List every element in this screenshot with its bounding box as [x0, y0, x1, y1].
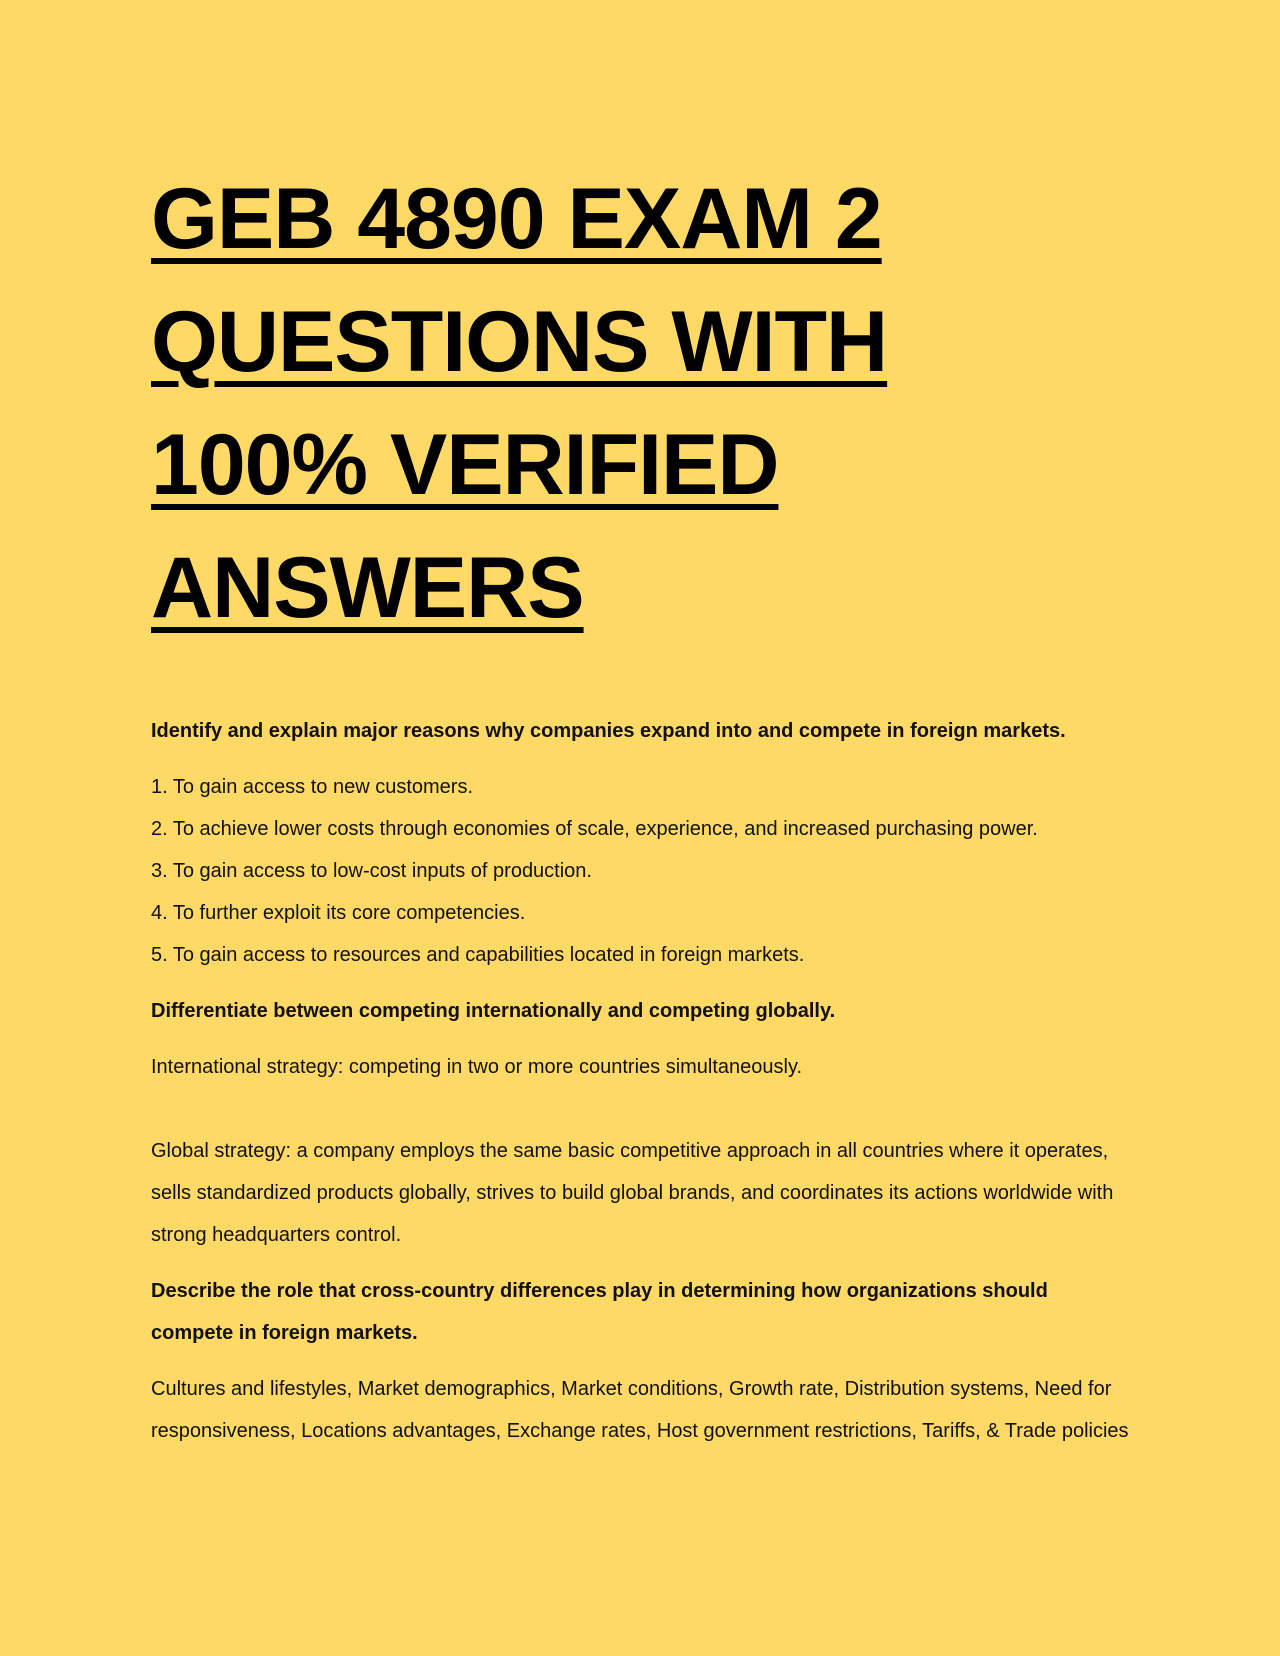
- document-content: [151, 158, 1131, 1466]
- list-item: 1. To gain access to new customers.: [151, 776, 474, 798]
- document-title: [151, 158, 1131, 650]
- list-item: 5. To gain access to resources and capabilities located in foreign markets.: [151, 944, 805, 966]
- title-line: 100% VERIFIED: [151, 417, 779, 513]
- title-line: GEB 4890 EXAM 2: [151, 171, 882, 267]
- list-item: 3. To gain access to low-cost inputs of production.: [151, 860, 592, 882]
- answer-1-list: [151, 766, 1131, 976]
- answer-2-global: Global strategy: a company employs the same basic competitive approach in all countries where it operates, sells standardized products globally, strives to build global brands, and coordinates its actions worldwide with strong headquarters control.: [151, 1140, 1114, 1246]
- question-2: Differentiate between competing internationally and competing globally.: [151, 1000, 836, 1022]
- list-item: 2. To achieve lower costs through economies of scale, experience, and increased purchasing power.: [151, 818, 1038, 840]
- question-1: Identify and explain major reasons why companies expand into and compete in foreign markets.: [151, 720, 1066, 742]
- title-line: ANSWERS: [151, 540, 584, 636]
- list-item: 4. To further exploit its core competencies.: [151, 902, 526, 924]
- document-body: [151, 710, 1131, 1452]
- paragraph-gap: [151, 1088, 1131, 1130]
- question-3: Describe the role that cross-country differences play in determining how organizations should compete in foreign markets.: [151, 1280, 1048, 1344]
- title-line: QUESTIONS WITH: [151, 294, 888, 390]
- answer-3: Cultures and lifestyles, Market demographics, Market conditions, Growth rate, Distribution systems, Need for responsiveness, Locations advantages, Exchange rates, Host government restrictions, Tariffs, & Trade policies: [151, 1378, 1129, 1442]
- answer-2-international: International strategy: competing in two or more countries simultaneously.: [151, 1056, 803, 1078]
